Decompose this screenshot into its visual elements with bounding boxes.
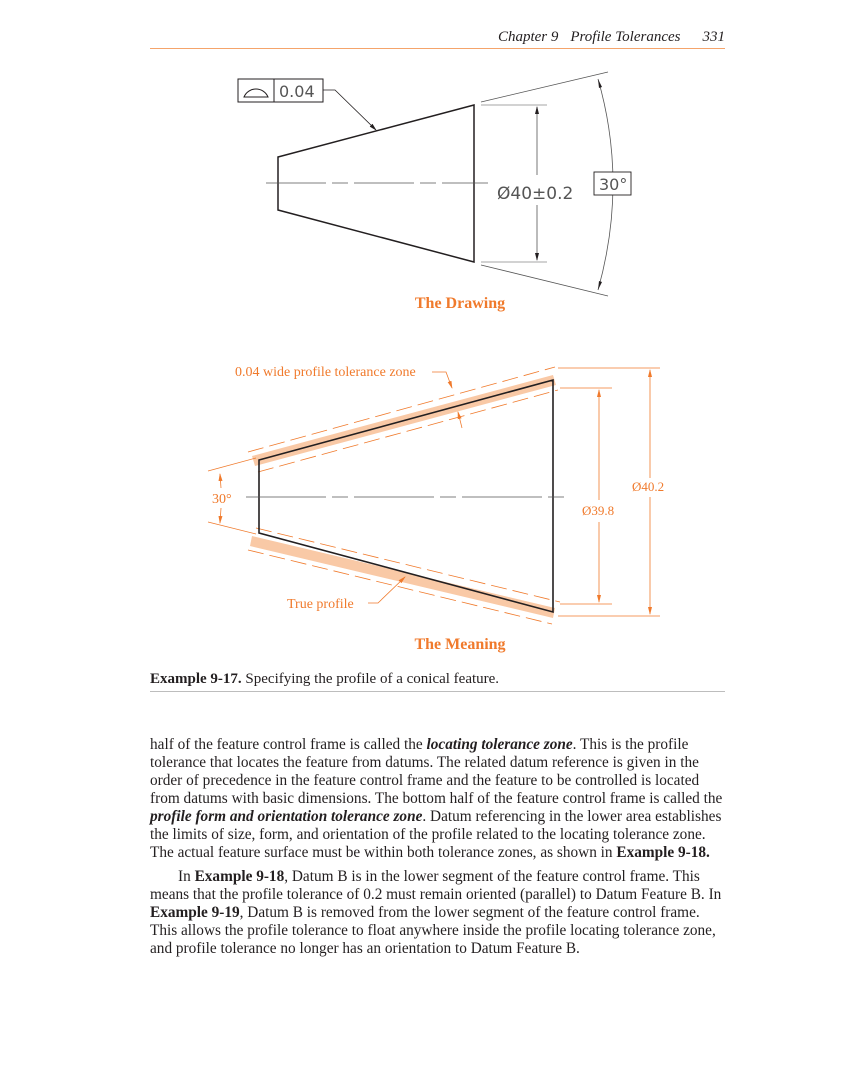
outer-diameter: Ø40.2 bbox=[632, 479, 665, 494]
p2-text-3: , Datum B is removed from the lower segment of the feature control frame. This allows the profile tolerance to float anywhere inside the profile locating tolerance zone, and profile tolerance no longer has an orientation to Datum Feature B. bbox=[150, 904, 716, 957]
running-head-title: Profile Tolerances bbox=[570, 29, 681, 45]
figure-caption bbox=[150, 671, 499, 688]
feature-control-frame bbox=[238, 79, 376, 130]
p1-text-2: . This is the profile tolerance that locates the feature from datums. The related datum reference is given in the order of precedence in the feature control frame and the feature to be controlled is located from datums with basic dimensions. The bottom half of the feature control frame is called the bbox=[150, 736, 723, 807]
term-profile-form-orientation-zone: profile form and orientation tolerance zone bbox=[150, 808, 423, 825]
fcf-tolerance-value: 0.04 bbox=[279, 82, 315, 101]
caption-rule bbox=[150, 691, 725, 692]
paragraph-1 bbox=[150, 736, 730, 862]
body-text bbox=[150, 736, 730, 958]
p2-text-2: , Datum B is in the lower segment of the feature control frame. This means that the profile tolerance of 0.2 must remain oriented (parallel) to Datum Feature B. In bbox=[150, 868, 722, 903]
caption-label: Example 9-17. bbox=[150, 671, 242, 687]
zone-label: 0.04 wide profile tolerance zone bbox=[235, 365, 416, 380]
meaning-title: The Meaning bbox=[414, 636, 506, 653]
angle-label: 30° bbox=[212, 492, 232, 507]
ref-example-9-18: Example 9-18. bbox=[616, 844, 710, 861]
diameter-dimension: Ø40±0.2 bbox=[497, 184, 574, 204]
ref-example-9-19: Example 9-19 bbox=[150, 904, 240, 921]
p1-text-3: . Datum referencing in the lower area establishes the limits of size, form, and orientation of the profile related to the locating tolerance zone. The actual feature surface must be within both tolerance zones, as shown in bbox=[150, 808, 722, 861]
p1-text-1: half of the feature control frame is called the bbox=[150, 736, 427, 753]
caption-text: Specifying the profile of a conical feature. bbox=[241, 671, 500, 687]
term-locating-tolerance-zone: locating tolerance zone bbox=[426, 736, 573, 753]
ref-example-9-18: Example 9-18 bbox=[194, 868, 285, 885]
inner-diameter: Ø39.8 bbox=[582, 503, 615, 518]
p2-text-1: In bbox=[178, 868, 195, 885]
page-number: 331 bbox=[702, 29, 725, 45]
cone-profile bbox=[278, 105, 474, 262]
angle-dimension: 30° bbox=[599, 175, 628, 194]
running-head-chapter: Chapter 9 bbox=[497, 29, 559, 45]
true-profile-label: True profile bbox=[287, 597, 354, 612]
drawing-title: The Drawing bbox=[414, 295, 506, 312]
paragraph-2 bbox=[150, 868, 730, 958]
